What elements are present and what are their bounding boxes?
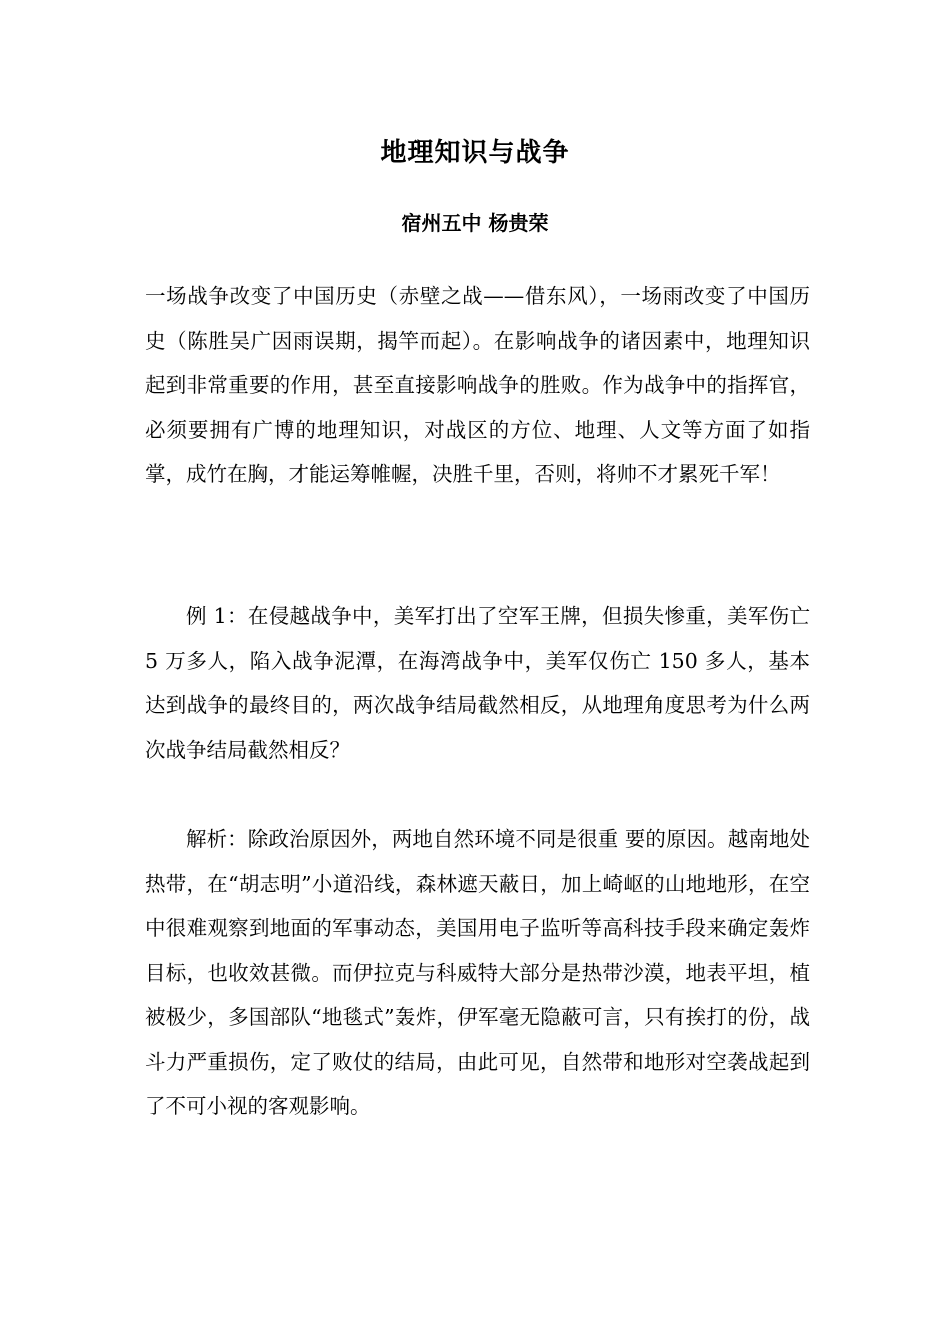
document-title: 地理知识与战争: [380, 138, 570, 168]
paragraph-example-1: 例 1：在侵越战争中，美军打出了空军王牌，但损失惨重，美军伤亡 5 万多人，陷入战争泥潭，在海湾战争中，美军仅伤亡 150 多人，基本达到战争的最终目的，两次战争结局截然相反，从地理角度思考为什么两次战争结局截然相反？: [145, 604, 810, 762]
paragraph-intro: 一场战争改变了中国历史（赤壁之战——借东风），一场雨改变了中国历史（陈胜吴广因雨误期，揭竿而起）。在影响战争的诸因素中，地理知识起到非常重要的作用，甚至直接影响战争的胜败。作为战争中的指挥官，必须要拥有广博的地理知识，对战区的方位、地理、人文等方面了如指掌，成竹在胸，才能运筹帷幄，决胜千里，否则，将帅不才累死千军！: [145, 284, 810, 486]
author-line: 宿州五中 杨贵荣: [401, 211, 549, 235]
paragraph-analysis: 解析：除政治原因外，两地自然环境不同是很重 要的原因。越南地处热带，在“胡志明”小道沿线，森林遮天蔽日，加上崎岖的山地地形，在空中很难观察到地面的军事动态，美国用电子监听等高科技手段来确定轰炸目标，也收效甚微。而伊拉克与科威特大部分是热带沙漠，地表平坦，植被极少，多国部队“地毯式”轰炸，伊军毫无隐蔽可言，只有挨打的份，战斗力严重损伤，定了败仗的结局，由此可见，自然带和地形对空袭战起到了不可小视的客观影响。: [145, 827, 810, 1118]
